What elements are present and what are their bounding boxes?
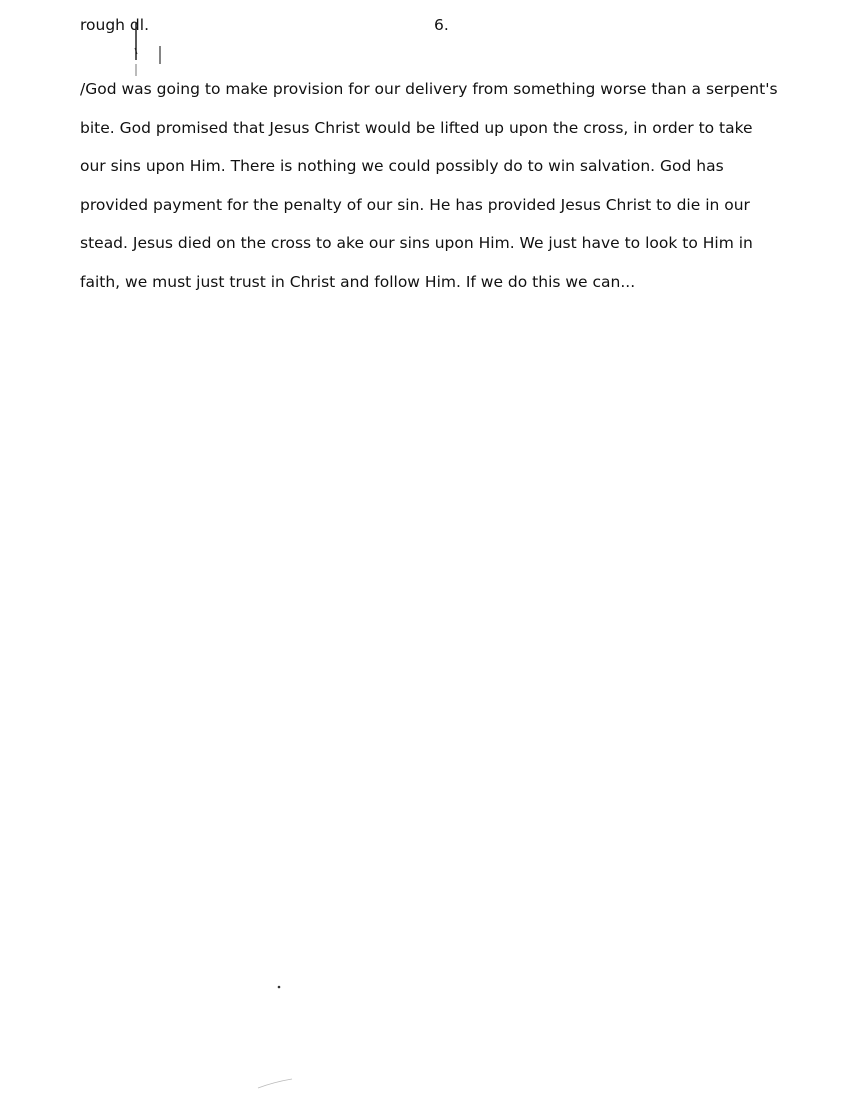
body-line: bite. God promised that Jesus Christ would be lifted up upon the cross, in order to take (80, 118, 753, 137)
header-label: rough dl. (80, 16, 150, 34)
page-number: 6. (434, 16, 449, 34)
body-line: /God was going to make provision for our delivery from something worse than a serpent's (80, 80, 778, 98)
body-line: our sins upon Him. There is nothing we could possibly do to win salvation. God has (80, 157, 724, 175)
body-line: faith, we must just trust in Christ and follow Him. If we do this we can... (80, 272, 636, 291)
body-line: provided payment for the penalty of our sin. He has provided Jesus Christ to die in our (80, 195, 750, 214)
body-paragraph (80, 70, 840, 301)
body-line: stead. Jesus died on the cross to ake our sins upon Him. We just have to look to Him in (80, 234, 753, 252)
stray-dot-mark (276, 984, 282, 990)
stray-line-mark (256, 1076, 296, 1090)
